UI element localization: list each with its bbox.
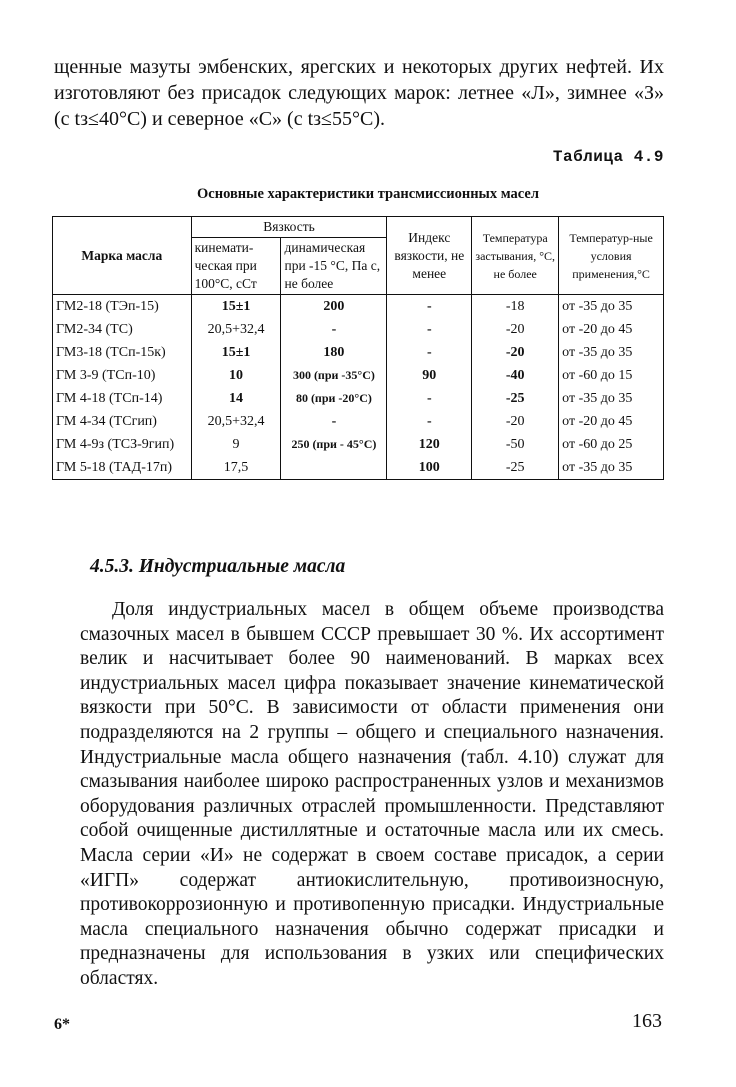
cell-range: от -35 до 35 [559, 387, 664, 410]
cell-dynamic: - [281, 318, 387, 341]
cell-grade: ГМ 4-18 (ТСп-14) [53, 387, 192, 410]
cell-dynamic [281, 456, 387, 480]
section-heading: 4.5.3. Индустриальные масла [90, 556, 346, 577]
cell-kinematic: 9 [191, 433, 281, 456]
cell-index: - [387, 341, 472, 364]
body-paragraph: Доля индустриальных масел в общем объеме производства смазочных масел в бывшем СССР превышает 30 %. Их ассортимент велик и насчитывает более 90 наименований. В марках всех индустриальных масел цифра показывает значение кинематической вязкости при 50°С. В зависимости от области применения они подразделяются на 2 группы – общего и специального назначения. Индустриальные масла общего назначения (табл. 4.10) служат для смазывания наиболее широко распространенных узлов и механизмов оборудования различных отраслей промышленности. Представляют собой очищенные дистиллятные и остаточные масла или их смесь. Масла серии «И» не содержат в своем составе присадок, а серии «ИГП» содержат антиокислительную, противоизносную, противокоррозионную и противопенную присадки. Индустриальные масла специального назначения обычно содержат присадки и предназначены для использования в узких или специфических областях. [80, 599, 664, 989]
header-grade: Марка масла [53, 217, 192, 295]
cell-index: 100 [387, 456, 472, 480]
cell-range: от -60 до 25 [559, 433, 664, 456]
cell-pour: -25 [472, 387, 559, 410]
cell-index: - [387, 295, 472, 319]
cell-range: от -35 до 35 [559, 341, 664, 364]
header-dynamic: динамическая при -15 °С, Па с, не более [281, 238, 387, 295]
transmission-oils-table [52, 216, 664, 480]
cell-index: 90 [387, 364, 472, 387]
table-row [53, 410, 664, 433]
cell-index: 120 [387, 433, 472, 456]
cell-range: от -20 до 45 [559, 410, 664, 433]
cell-dynamic: 200 [281, 295, 387, 319]
cell-grade: ГМ 4-9з (ТСЗ-9гип) [53, 433, 192, 456]
cell-pour: -20 [472, 341, 559, 364]
header-viscosity: Вязкость [191, 217, 387, 238]
table-row [53, 364, 664, 387]
signature-mark: 6* [54, 1016, 70, 1033]
cell-grade: ГМ 3-9 (ТСп-10) [53, 364, 192, 387]
cell-grade: ГМ 4-34 (ТСгип) [53, 410, 192, 433]
cell-range: от -35 до 35 [559, 295, 664, 319]
cell-kinematic: 14 [191, 387, 281, 410]
table-row [53, 341, 664, 364]
cell-dynamic: 250 (при - 45°С) [281, 433, 387, 456]
cell-kinematic: 15±1 [191, 295, 281, 319]
table-number: Таблица 4.9 [552, 148, 664, 166]
table-row [53, 433, 664, 456]
cell-pour: -20 [472, 410, 559, 433]
cell-dynamic: 300 (при -35°С) [281, 364, 387, 387]
cell-grade: ГМ3-18 (ТСп-15к) [53, 341, 192, 364]
cell-grade: ГМ2-34 (ТС) [53, 318, 192, 341]
cell-pour: -20 [472, 318, 559, 341]
cell-kinematic: 20,5+32,4 [191, 318, 281, 341]
cell-kinematic: 17,5 [191, 456, 281, 480]
table-title: Основные характеристики трансмиссионных масел [197, 186, 539, 202]
cell-pour: -25 [472, 456, 559, 480]
cell-grade: ГМ2-18 (ТЭп-15) [53, 295, 192, 319]
header-kinematic: кинемати-ческая при 100°С, сСт [191, 238, 281, 295]
header-pour-point: Температура застывания, °С, не более [472, 217, 559, 295]
table-row [53, 456, 664, 480]
cell-pour: -40 [472, 364, 559, 387]
cell-range: от -35 до 35 [559, 456, 664, 480]
table-row [53, 295, 664, 319]
cell-dynamic: - [281, 410, 387, 433]
header-index: Индекс вязкости, не менее [387, 217, 472, 295]
cell-dynamic: 80 (при -20°С) [281, 387, 387, 410]
cell-pour: -18 [472, 295, 559, 319]
table-row [53, 387, 664, 410]
cell-grade: ГМ 5-18 (ТАД-17п) [53, 456, 192, 480]
cell-kinematic: 10 [191, 364, 281, 387]
table-row [53, 318, 664, 341]
cell-index: - [387, 410, 472, 433]
page-number: 163 [632, 1010, 662, 1032]
cell-index: - [387, 387, 472, 410]
intro-paragraph: щенные мазуты эмбенских, ярегских и некоторых других нефтей. Их изготовляют без присадок следующих марок: летнее «Л», зимнее «З» (с tз≤40°С) и северное «С» (с tз≤55°С). [54, 56, 664, 130]
cell-range: от -20 до 45 [559, 318, 664, 341]
cell-kinematic: 20,5+32,4 [191, 410, 281, 433]
cell-dynamic: 180 [281, 341, 387, 364]
cell-index: - [387, 318, 472, 341]
cell-pour: -50 [472, 433, 559, 456]
header-conditions: Температур-ные условия применения,°С [559, 217, 664, 295]
cell-kinematic: 15±1 [191, 341, 281, 364]
cell-range: от -60 до 15 [559, 364, 664, 387]
